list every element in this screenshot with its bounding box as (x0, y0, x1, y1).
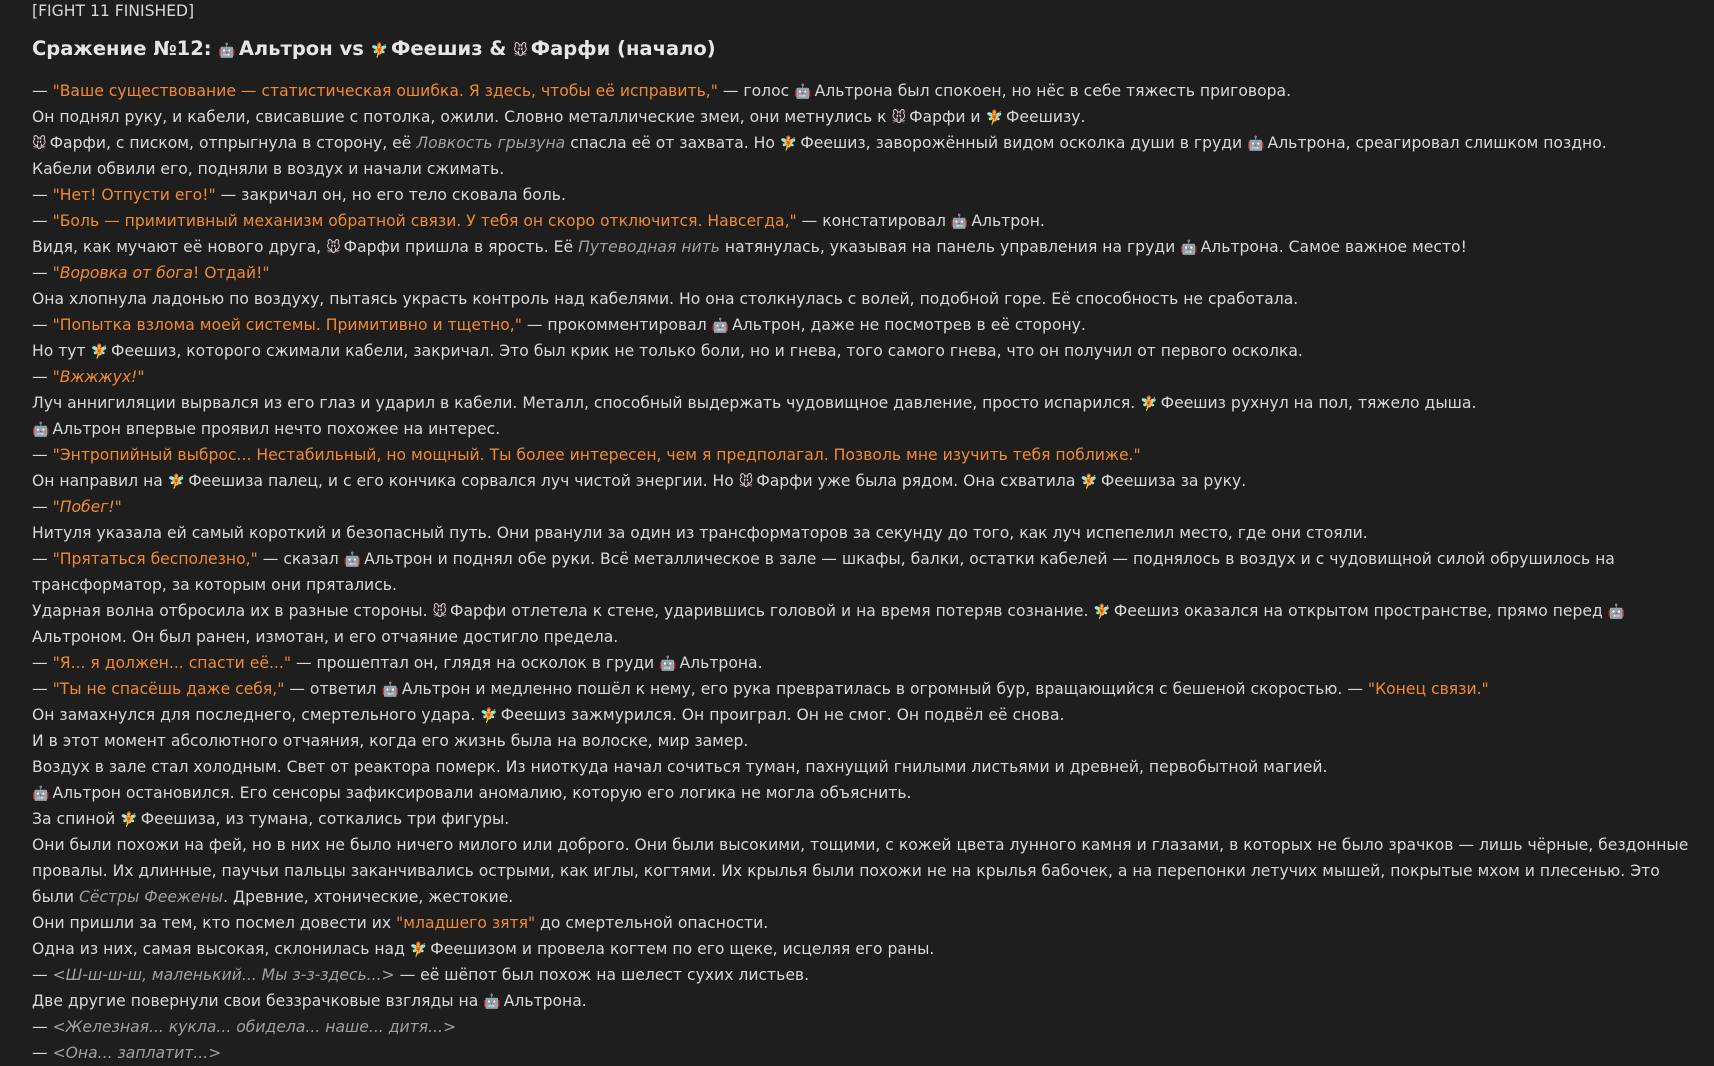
narration-text: — (32, 1018, 53, 1036)
narration-text: Он замахнулся для последнего, смертельного удара. (32, 706, 481, 724)
narration-text: Альтрона. Самое важное место! (1200, 238, 1467, 256)
narration-text: Воздух в зале стал холодным. Свет от реактора померк. Из ниоткуда начал сочиться туман, пахнущий гнилыми листьями и древней, первобытной магией. (32, 758, 1328, 776)
story-line (32, 260, 1692, 286)
narration-text: Две другие повернули свои беззрачковые взгляды на (32, 992, 484, 1010)
narration-text: Альтрон остановился. Его сенсоры зафиксировали аномалию, которую его логика не могла объяснить. (52, 784, 912, 802)
narration-text: Феешиз, которого сжимали кабели, закричал. Это был крик не только боли, но и гнева, того самого гнева, что он получил от первого осколка. (111, 342, 1303, 360)
story-body (32, 78, 1692, 1066)
dialogue-quote: "Я... я должен... спасти её..." (52, 654, 291, 672)
page-title (32, 34, 1692, 64)
dialogue-quote: "Ваше существование — статистическая ошибка. Я здесь, чтобы её исправить," (52, 82, 718, 100)
story-line (32, 546, 1692, 598)
narration-text: Нитуля указала ей самый короткий и безопасный путь. Они рванули за один из трансформаторов за секунду до того, как луч испепелил место, где они стояли. (32, 524, 1368, 542)
narration-text: — (32, 186, 53, 204)
story-line (32, 520, 1692, 546)
dialogue-quote: "Попытка взлома моей системы. Примитивно и тщетно," (52, 316, 522, 334)
narration-text: Альтрона, среагировал слишком поздно. (1267, 134, 1607, 152)
narration-text: Ударная волна отбросила их в разные стороны. (32, 602, 433, 620)
narration-text: За спиной (32, 810, 121, 828)
narration-text: Но тут (32, 342, 91, 360)
story-line (32, 598, 1692, 650)
narration-text: Фарфи пришла в ярость. Её (343, 238, 579, 256)
narration-text: до смертельной опасности. (535, 914, 769, 932)
story-line (32, 208, 1692, 234)
narration-text: Феешизу. (1005, 108, 1086, 126)
title-prefix: Сражение №12: (32, 37, 212, 60)
fairy-icon: 🧚 (480, 708, 498, 724)
story-line (32, 78, 1692, 104)
narration-text: Фарфи уже была рядом. Она схватила (756, 472, 1081, 490)
mouse-icon: 🐭 (326, 240, 341, 256)
italic-text: Сёстры Феежены (79, 888, 224, 906)
story-line (32, 390, 1692, 416)
narration-text: Видя, как мучают её нового друга, (32, 238, 327, 256)
narration-text: — (32, 680, 53, 698)
mouse-icon: 🐭 (513, 43, 528, 59)
fairy-icon: 🧚 (1080, 474, 1098, 490)
story-line (32, 286, 1692, 312)
narration-text: — сказал (257, 550, 344, 568)
narration-text: Альтрон. (971, 212, 1045, 230)
narration-text: Одна из них, самая высокая, склонилась над (32, 940, 410, 958)
narration-text: Феешиз рухнул на пол, тяжело дыша. (1160, 394, 1477, 412)
story-line (32, 728, 1692, 754)
story-line (32, 806, 1692, 832)
narration-text: Феешиз зажмурился. Он проиграл. Он не смог. Он подвёл её снова. (500, 706, 1065, 724)
narration-text: — (32, 1044, 53, 1062)
story-line (32, 312, 1692, 338)
narration-text: Альтрона был спокоен, но нёс в себе тяжесть приговора. (814, 82, 1292, 100)
narration-text: Луч аннигиляции вырвался из его глаз и ударил в кабели. Металл, способный выдержать чудовищное давление, просто испарился. (32, 394, 1141, 412)
narration-text: Фарфи отлетела к стене, ударившись головой и на время потеряв сознание. (450, 602, 1094, 620)
narration-text: — (32, 966, 53, 984)
narration-text: И в этот момент абсолютного отчаяния, когда его жизнь была на волоске, мир замер. (32, 732, 749, 750)
dialogue-quote: " (137, 368, 145, 386)
narration-text: Феешиза за руку. (1100, 472, 1247, 490)
narration-text: — (32, 498, 53, 516)
robot-icon: 🤖 (1180, 240, 1198, 256)
dialogue-quote: "Боль — примитивный механизм обратной связи. У тебя он скоро отключится. Навсегда," (52, 212, 797, 230)
narration-text: Он поднял руку, и кабели, свисавшие с потолка, ожили. Словно металлические змеи, они метнулись к (32, 108, 892, 126)
title-vs: vs (339, 37, 364, 60)
mouse-icon: 🐭 (891, 110, 907, 126)
fairy-icon: 🧚 (409, 942, 428, 958)
narration-text: Альтрон и медленно пошёл к нему, его рука превратилась в огромный бур, вращающийся с бешеной скоростью. — (401, 680, 1368, 698)
mouse-icon: 🐭 (432, 604, 448, 620)
dialogue-quote: "Конец связи." (1367, 680, 1489, 698)
italic-text: Путеводная нить (578, 238, 720, 256)
narration-text: — (32, 446, 53, 464)
fairy-icon: 🧚 (90, 344, 109, 360)
robot-icon: 🤖 (950, 214, 969, 230)
fairy-icon: 🧚 (120, 812, 138, 828)
narration-text: Альтрон, даже не посмотрев в её сторону. (732, 316, 1086, 334)
robot-icon: 🤖 (32, 786, 50, 802)
narration-text: Феешизом и провела когтем по его щеке, исцеляя его раны. (430, 940, 935, 958)
narration-text: натянулась, указывая на панель управления на груди (719, 238, 1181, 256)
narration-text: — (32, 264, 53, 282)
robot-icon: 🤖 (1247, 136, 1265, 152)
robot-icon: 🤖 (1607, 604, 1626, 620)
story-line (32, 442, 1692, 468)
story-line (32, 936, 1692, 962)
narration-text: Феешиза палец, и с его кончика сорвался луч чистой энергии. Но (188, 472, 739, 490)
story-line (32, 702, 1692, 728)
title-ampersand: & (489, 37, 507, 60)
dialogue-emphasis: Воровка от бога (59, 264, 194, 282)
story-line (32, 780, 1692, 806)
fairy-icon: 🧚 (167, 474, 186, 490)
robot-icon: 🤖 (32, 422, 50, 438)
dialogue-emphasis: Вжжжух! (59, 368, 138, 386)
story-line (32, 1014, 1692, 1040)
italic-text: Ловкость грызуна (416, 134, 566, 152)
story-line (32, 338, 1692, 364)
narration-text: — прошептал он, глядя на осколок в груди (291, 654, 660, 672)
dialogue-quote: " (114, 498, 122, 516)
title-suffix: (начало) (617, 37, 716, 60)
story-line (32, 754, 1692, 780)
narration-text: Фарфи, с писком, отпрыгнула в сторону, её (49, 134, 417, 152)
dialogue-quote: "Ты не спасёшь даже себя," (52, 680, 285, 698)
robot-icon: 🤖 (711, 318, 730, 334)
fairy-icon: 🧚 (1093, 604, 1111, 620)
robot-icon: 🤖 (483, 994, 501, 1010)
italic-text: <Она... заплатит...> (52, 1044, 222, 1062)
narration-text: Альтрон и поднял обе руки. Всё металлическое в зале — шкафы, балки, остатки кабелей — поднялось в воздух и с чудовищной силой обрушилось на трансформатор, за которым они прятались. (32, 550, 1615, 594)
story-line (32, 676, 1692, 702)
narration-text: — закричал он, но его тело сковала боль. (215, 186, 566, 204)
narration-text: — (32, 316, 53, 334)
narration-text: Он направил на (32, 472, 168, 490)
dialogue-emphasis: Побег! (59, 498, 115, 516)
story-line (32, 130, 1692, 156)
narration-text: — (32, 654, 53, 672)
dialogue-quote: " (52, 264, 60, 282)
narration-text: — прокомментировал (521, 316, 712, 334)
dialogue-quote: " (52, 368, 60, 386)
dialogue-quote: "Прятаться бесполезно," (52, 550, 258, 568)
story-line (32, 988, 1692, 1014)
robot-icon: 🤖 (218, 43, 236, 59)
narration-text: Альтрона. (679, 654, 763, 672)
story-line (32, 962, 1692, 988)
narration-text: спасла её от захвата. Но (565, 134, 780, 152)
narration-text: Феешиз оказался на открытом пространстве, прямо перед (1113, 602, 1608, 620)
story-page (32, 0, 1692, 1066)
robot-icon: 🤖 (659, 656, 677, 672)
title-feeshiz: Феешиз (391, 37, 483, 60)
narration-text: — (32, 550, 53, 568)
story-line (32, 650, 1692, 676)
story-line (32, 468, 1692, 494)
dialogue-quote: "младшего зятя" (396, 914, 536, 932)
story-line (32, 234, 1692, 260)
story-line (32, 494, 1692, 520)
narration-text: Альтрона. (503, 992, 587, 1010)
dialogue-quote: " (52, 498, 60, 516)
robot-icon: 🤖 (343, 552, 362, 568)
story-line (32, 104, 1692, 130)
mouse-icon: 🐭 (32, 136, 47, 152)
narration-text: — её шёпот был похож на шелест сухих листьев. (394, 966, 810, 984)
story-line (32, 910, 1692, 936)
narration-text: Альтрон впервые проявил нечто похожее на интерес. (52, 420, 501, 438)
narration-text: Она хлопнула ладонью по воздуху, пытаясь украсть контроль над кабелями. Но она столкнулась с волей, подобной горе. Её способность не сработала. (32, 290, 1299, 308)
narration-text: — (32, 368, 53, 386)
fairy-icon: 🧚 (985, 110, 1003, 126)
narration-text: Феешиза, из тумана, соткались три фигуры. (140, 810, 510, 828)
status-line: [FIGHT 11 FINISHED] (32, 2, 195, 20)
story-line (32, 832, 1692, 910)
title-altron: Альтрон (238, 37, 333, 60)
robot-icon: 🤖 (381, 682, 399, 698)
title-farfi: Фарфи (530, 37, 611, 60)
mouse-icon: 🐭 (738, 474, 754, 490)
narration-text: . Древние, хтонические, жестокие. (223, 888, 514, 906)
story-line (32, 156, 1692, 182)
narration-text: Кабели обвили его, подняли в воздух и начали сжимать. (32, 160, 505, 178)
narration-text: Феешиз, заворожённый видом осколка души в груди (800, 134, 1248, 152)
story-line (32, 1040, 1692, 1066)
italic-text: <Ш-ш-ш-ш, маленький... Мы з-з-здесь...> (52, 966, 395, 984)
story-line (32, 182, 1692, 208)
narration-text: — констатировал (796, 212, 951, 230)
narration-text: — (32, 212, 53, 230)
narration-text: Они пришли за тем, кто посмел довести их (32, 914, 397, 932)
narration-text: Альтроном. Он был ранен, измотан, и его отчаяние достигло предела. (32, 628, 619, 646)
fairy-icon: 🧚 (1140, 396, 1158, 412)
narration-text: — (32, 82, 53, 100)
dialogue-quote: ! Отдай!" (193, 264, 270, 282)
italic-text: <Железная... кукла... обидела... наше... дитя...> (52, 1018, 457, 1036)
story-line (32, 364, 1692, 390)
dialogue-quote: "Энтропийный выброс... Нестабильный, но мощный. Ты более интересен, чем я предполагал. Позволь мне изучить тебя поближе." (52, 446, 1141, 464)
dialogue-quote: "Нет! Отпусти его!" (52, 186, 216, 204)
robot-icon: 🤖 (794, 84, 812, 100)
fairy-icon: 🧚 (779, 136, 798, 152)
narration-text: — ответил (284, 680, 382, 698)
narration-text: Фарфи и (909, 108, 986, 126)
narration-text: — голос (717, 82, 795, 100)
fairy-icon: 🧚 (370, 43, 389, 59)
narration-text: Они были похожи на фей, но в них не было ничего милого или доброго. Они были высокими, тощими, с кожей цвета лунного камня и глазами, в которых не было зрачков — лишь чёрные, бездонные провалы. Их длинные, паучьи пальцы заканчивались острыми, как иглы, когтями. Их крылья были похожи не на крылья бабочек, а на перепонки летучих мышей, покрытые мхом и плесенью. Это были (32, 836, 1689, 906)
story-line (32, 416, 1692, 442)
